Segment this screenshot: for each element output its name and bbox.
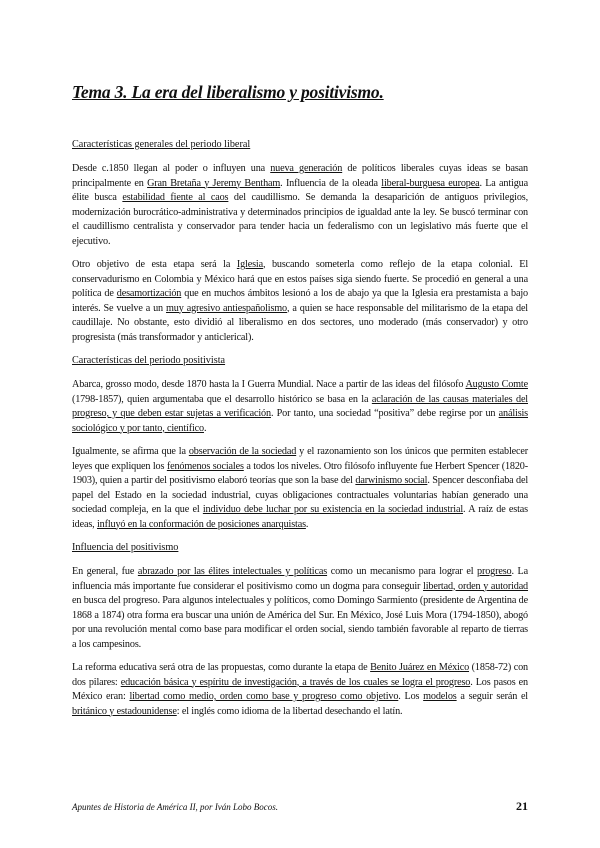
body-paragraph	[72, 258, 528, 345]
underlined-text: muy agresivo antiespañolismo	[166, 302, 287, 314]
underlined-text: observación de la sociedad	[188, 446, 297, 457]
text-run: de políticos liberales cuyas ideas se basan principalmente en	[72, 163, 528, 189]
page-title: Tema 3. La era del liberalismo y positivismo.	[72, 82, 384, 102]
text-run: En general, fue	[72, 566, 138, 577]
section-heading: Características generales del periodo liberal	[72, 139, 251, 150]
underlined-text: Iglesia	[236, 259, 263, 270]
underlined-text: individuo debe luchar por su existencia en la sociedad industrial	[202, 504, 463, 515]
underlined-text: desamortización	[116, 288, 182, 299]
underlined-text: liberal-burguesa europea	[381, 177, 480, 189]
underlined-text: británico y estadounidense	[72, 705, 177, 717]
text-run: . Los pasos en México eran:	[72, 676, 528, 702]
text-run: . Influencia de la oleada	[280, 177, 382, 189]
text-run: del caudillismo. Se demanda la desaparición de antiguos privilegios, modernización burocrático-administrativa y determinados principios de igualdad ante la ley. Se buscó terminar con el caudillismo centralista y conservador para tender hacia un federalismo con un legislativo más fuerte que el ejecutivo.	[72, 192, 528, 247]
text-run: , buscando someterla como reflejo de la etapa colonial. El conservadurismo en Colombia y México hará que en estos países siga siendo fuerte. Se procedió en general a una política de	[72, 259, 529, 299]
text-run: a todos los niveles. Otro filósofo influyente fue Herbert Spencer (1820-1903), quien a partir del positivismo elaboró teorías que son la base del	[72, 460, 528, 486]
text-run: . Por tanto, una sociedad “positiva” debe regirse por un	[270, 408, 499, 419]
text-run: La reforma educativa será otra de las propuestas, como durante la etapa de	[72, 662, 371, 673]
body-paragraph	[72, 378, 528, 436]
text-run: .	[203, 422, 207, 434]
text-run: a seguir serán el	[456, 691, 528, 702]
underlined-text: educación básica y espíritu de investigación, a través de los cuales se logra el progreso	[120, 676, 471, 688]
document-body	[72, 138, 528, 724]
text-run: en busca del progreso. Para algunos intelectuales y políticos, como Domingo Sarmiento (presidente de Argentina de 1868 a 1874) otra forma era buscar una unión de América del Sur. En México, José Luis Mora (1794-1850), abogó por una revolución mental como base para modificar el orden social, siendo también favorable al reparto de tierras a los campesinos.	[72, 595, 528, 650]
body-paragraph	[72, 661, 528, 719]
underlined-text: libertad como medio, orden como base y progreso como objetivo	[129, 691, 399, 702]
text-run: Otro objetivo de esta etapa será la	[72, 259, 237, 270]
text-run: : el inglés como idioma de la libertad desechando el latín.	[176, 705, 403, 717]
text-run: Igualmente, se afirma que la	[72, 446, 189, 457]
underlined-text: libertad, orden y autoridad	[423, 580, 529, 592]
underlined-text: estabilidad fiente al caos	[122, 192, 229, 203]
underlined-text: influyó en la conformación de posiciones anarquistas	[96, 518, 306, 530]
underlined-text: nueva generación	[270, 163, 343, 174]
underlined-text: Augusto Comte	[465, 379, 528, 390]
text-run: . Los	[398, 691, 424, 702]
text-run: .	[305, 518, 309, 530]
text-run: (1798-1857), quien argumentaba que el desarrollo histórico se basa en la	[72, 393, 372, 405]
text-run: . Spencer desconfiaba del papel del Estado en la sociedad industrial, cuyas obligaciones contractuales voluntarias habían generado una sociedad compleja, en la que el	[72, 475, 529, 515]
underlined-text: aclaración de las causas materiales del progreso, y que deben estar sujetas a verificación	[72, 393, 528, 419]
text-run: . La influencia más importante fue considerar el positivismo como un dogma para conseguir	[72, 566, 528, 592]
text-run: Abarca, grosso modo, desde 1870 hasta la I Guerra Mundial. Nace a partir de las ideas del filósofo	[72, 379, 466, 390]
underlined-text: darwinismo social	[355, 475, 428, 486]
text-run: Desde c.1850 llegan al poder o influyen una	[72, 163, 271, 174]
underlined-text: abrazado por las élites intelectuales y políticas	[137, 566, 328, 577]
text-run: (1858-72) con dos pilares:	[72, 662, 528, 688]
body-paragraph	[72, 445, 528, 532]
text-run: que en muchos ámbitos lesionó a los de abajo ya que la Iglesia era prestamista a bajo interés. Se vuelve a un	[72, 288, 528, 314]
page-footer: Apuntes de Historia de América II, por Iván Lobo Bocos.	[72, 802, 279, 812]
underlined-text: análisis sociológico y por tanto, científico	[72, 408, 528, 434]
underlined-text: Benito Juárez en México	[370, 662, 470, 673]
body-paragraph	[72, 162, 528, 249]
underlined-text: modelos	[423, 691, 457, 702]
text-run: como un mecanismo para lograr el	[327, 566, 478, 577]
page-number: 21	[516, 799, 528, 813]
body-paragraph	[72, 565, 528, 652]
underlined-text: fenómenos sociales	[166, 460, 244, 472]
section-heading: Características del periodo positivista	[72, 355, 226, 366]
section-heading: Influencia del positivismo	[72, 542, 179, 553]
underlined-text: progreso	[477, 566, 512, 577]
text-run: , a quien se hace responsable del militarismo de la etapa del caudillaje. No obstante, esto dividió al liberalismo en dos sectores, uno moderado (más conservador) y otro progresista (más transformador y anticlerical).	[72, 302, 528, 343]
text-run: . A raíz de estas ideas,	[72, 504, 528, 530]
text-run: . La antigua élite busca	[72, 177, 528, 203]
text-run: y el razonamiento son los únicos que permiten establecer leyes que expliquen los	[72, 446, 528, 472]
underlined-text: Gran Bretaña y Jeremy Bentham	[147, 177, 281, 189]
